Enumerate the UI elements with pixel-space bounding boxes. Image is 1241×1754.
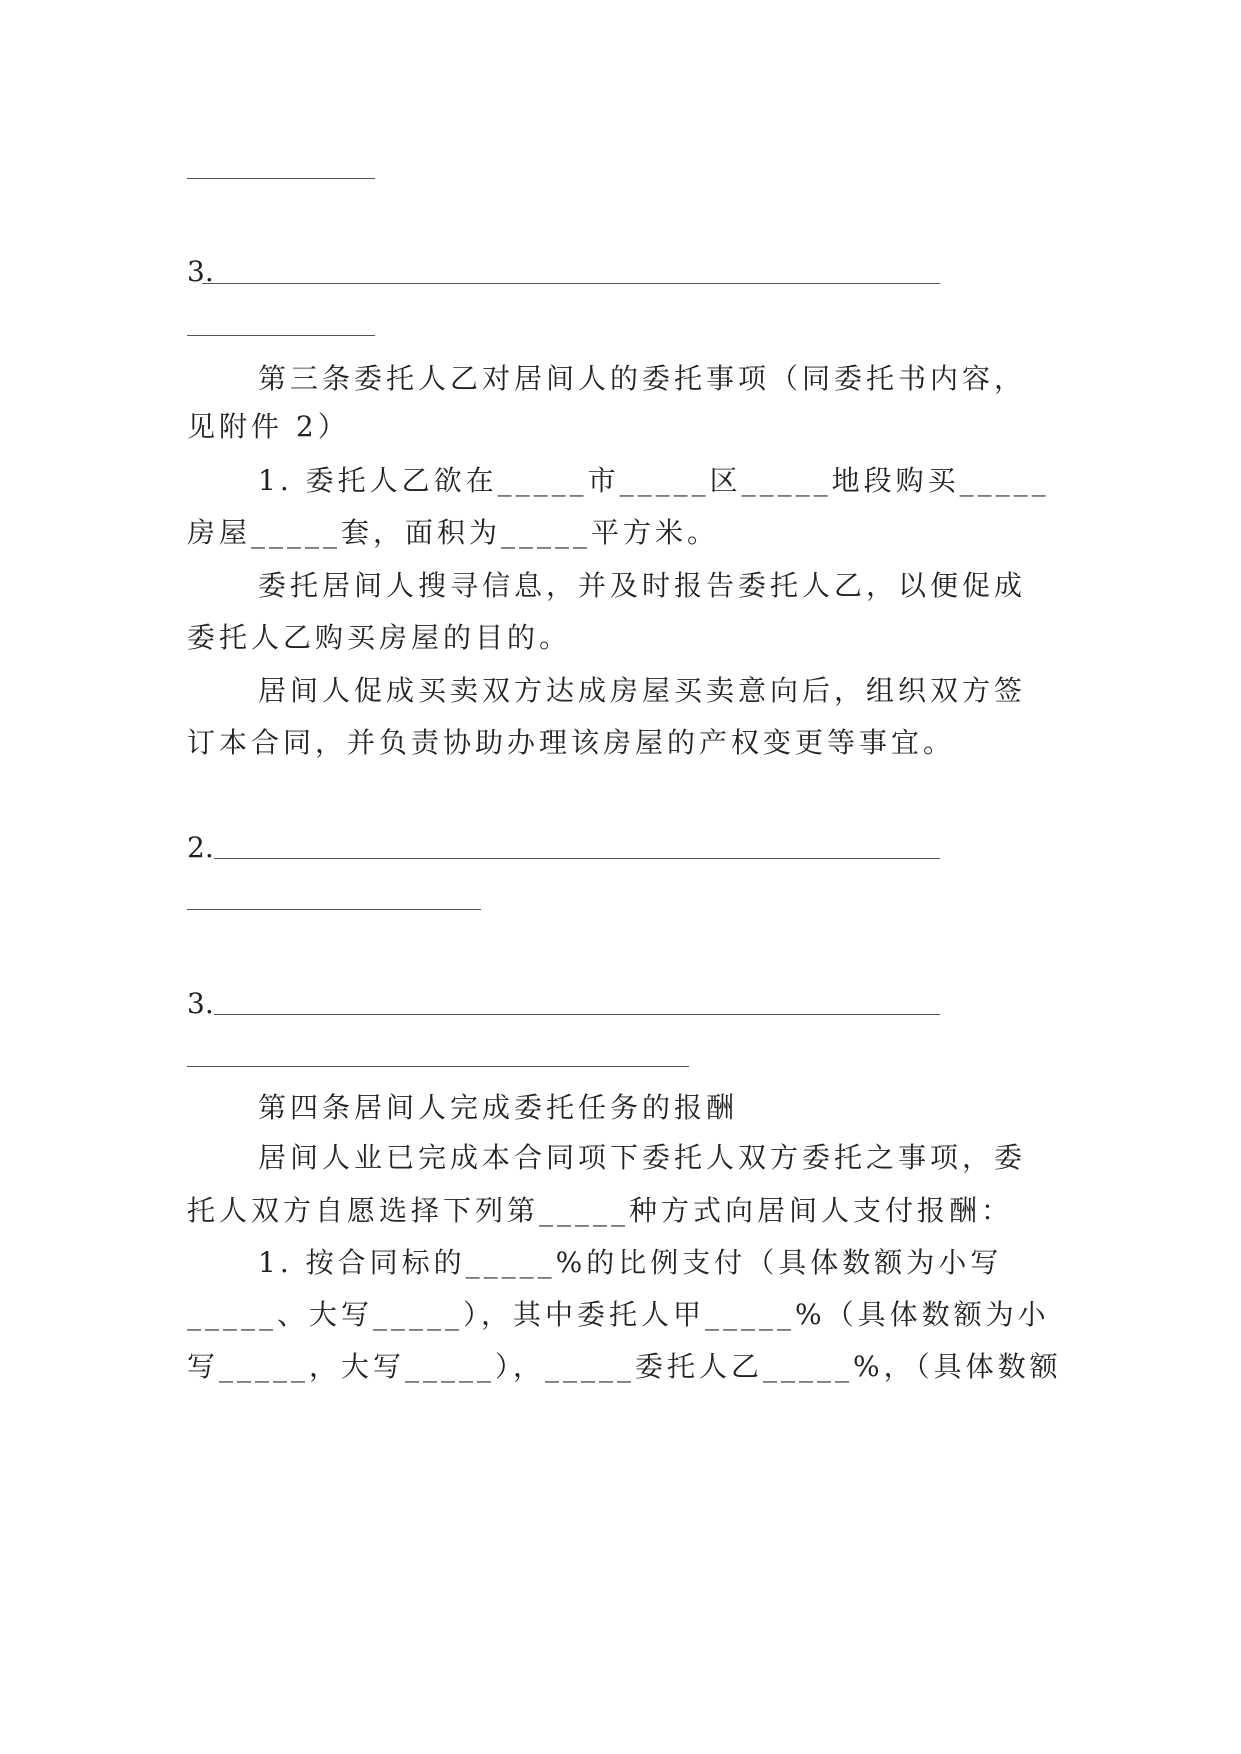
blank-line	[187, 909, 481, 910]
article-4-paragraph: _____、大写_____），其中委托人甲_____%（具体数额为小	[187, 1298, 1050, 1331]
article-3-paragraph: 委托居间人搜寻信息，并及时报告委托人乙，以便促成	[258, 569, 1027, 602]
article-3-paragraph: 订本合同，并负责协助办理该房屋的产权变更等事宜。	[187, 726, 956, 759]
article-3-title-cont: 见附件 2）	[187, 410, 350, 443]
article-3-paragraph: 委托人乙购买房屋的目的。	[187, 621, 572, 654]
item-number: 2.	[187, 831, 214, 864]
article-3-title: 第三条委托人乙对居间人的委托事项（同委托书内容，	[258, 362, 1027, 395]
item-number: 3.	[187, 987, 214, 1020]
blank-line	[202, 283, 940, 284]
article-4-title: 第四条居间人完成委托任务的报酬	[258, 1091, 739, 1124]
blank-line	[187, 1066, 689, 1067]
article-4-paragraph: 1. 按合同标的_____%的比例支付（具体数额为小写	[258, 1246, 1003, 1279]
blank-line	[214, 858, 940, 859]
article-3-paragraph: 居间人促成买卖双方达成房屋买卖意向后，组织双方签	[258, 674, 1027, 707]
article-4-paragraph: 托人双方自愿选择下列第_____种方式向居间人支付报酬：	[187, 1194, 1014, 1227]
blank-line	[187, 335, 375, 336]
article-3-paragraph: 1. 委托人乙欲在_____市_____区_____地段购买_____	[258, 464, 1050, 497]
article-4-paragraph: 居间人业已完成本合同项下委托人双方委托之事项，委	[258, 1141, 1027, 1174]
blank-line	[187, 178, 375, 179]
item-number: 3.	[187, 255, 214, 288]
article-3-paragraph: 房屋_____套，面积为_____平方米。	[187, 516, 720, 549]
blank-line	[214, 1014, 940, 1015]
article-4-paragraph: 写_____，大写_____），_____委托人乙_____%，（具体数额	[187, 1350, 1062, 1383]
